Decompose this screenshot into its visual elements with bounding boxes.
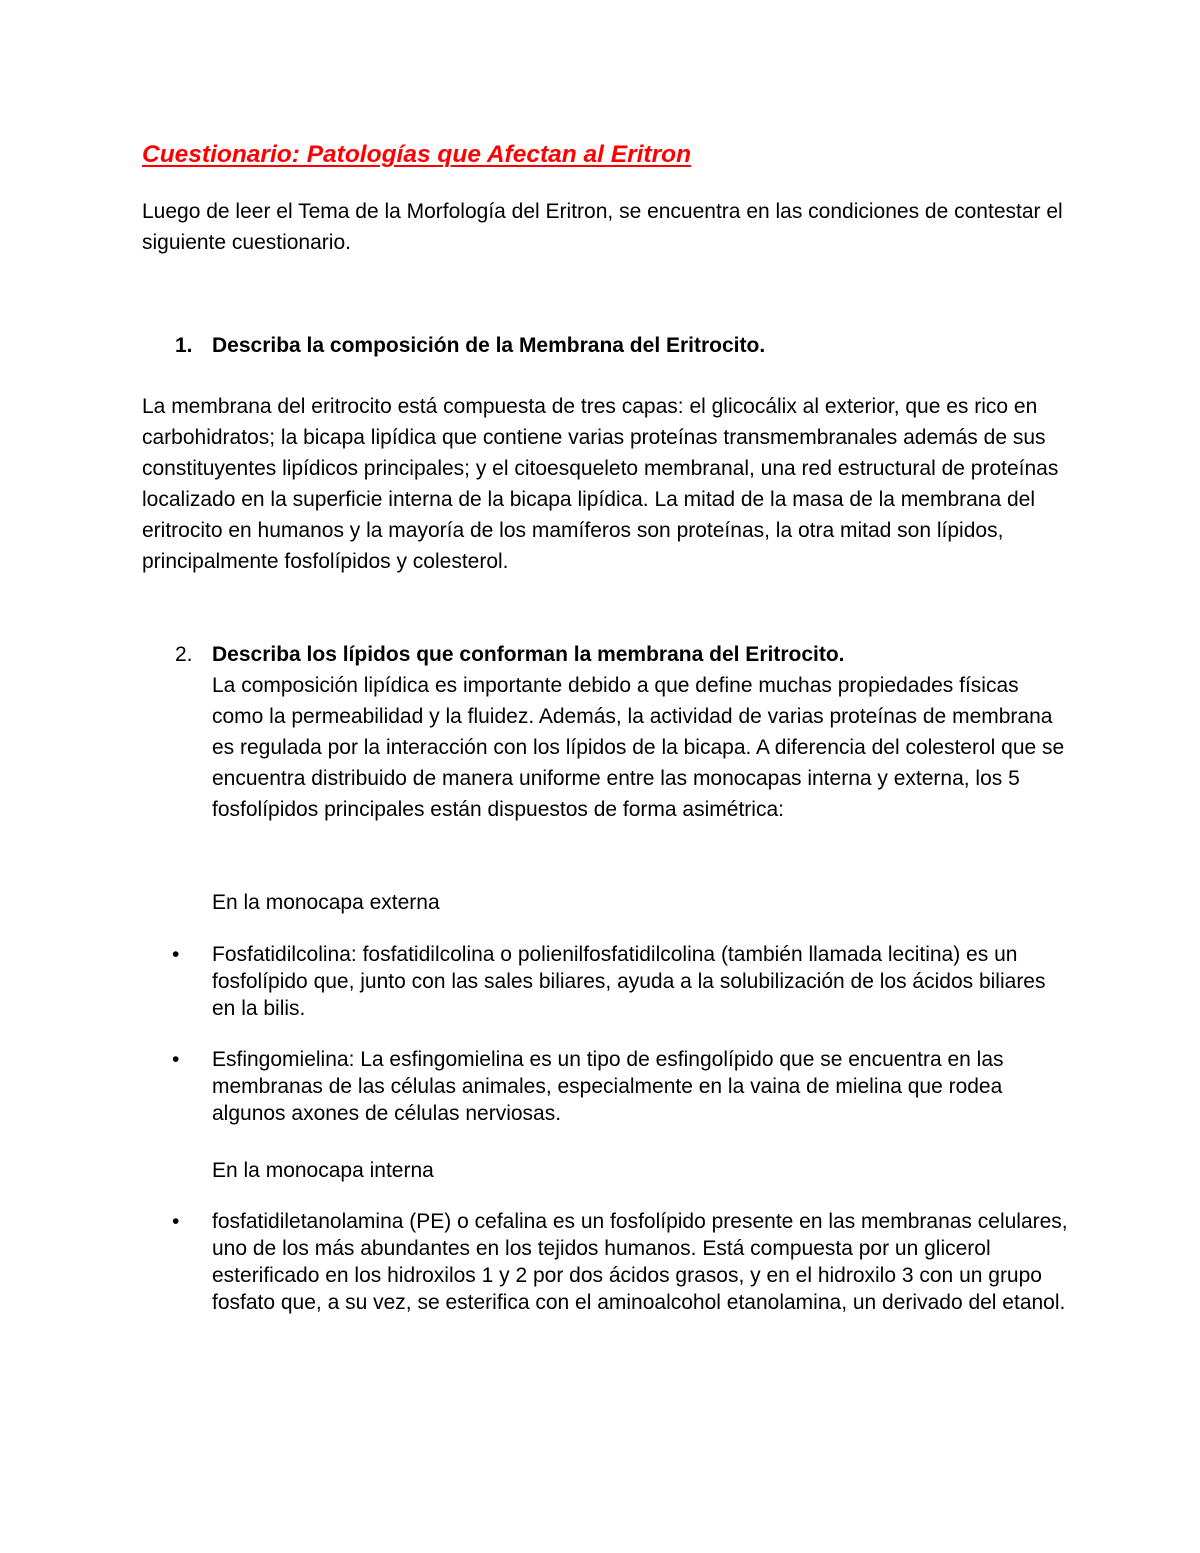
inner-monolayer-heading: En la monocapa interna: [212, 1159, 434, 1182]
question-1-number: 1.: [175, 334, 193, 357]
question-1-text: Describa la composición de la Membrana del Eritrocito.: [212, 334, 766, 357]
inner-item-phosphatidylethanolamine: fosfatidiletanolamina (PE) o cefalina es un fosfolípido presente en las membranas celulares, uno de los más abundantes en los tejidos humanos. Está compuesta por un glicerol esterificado en los hidroxilos 1 y 2 por dos ácidos grasos, y en el hidroxilo 3 con un grupo fosfato que, a su vez, se esterifica con el aminoalcohol etanolamina, un derivado del etanol.: [212, 1210, 1068, 1314]
question-2-text: Describa los lípidos que conforman la membrana del Eritrocito.: [212, 643, 845, 666]
question-2-answer: La composición lipídica es importante debido a que define muchas propiedades físicas como la permeabilidad y la fluidez. Además, la actividad de varias proteínas de membrana es regulada por la interacción con los lípidos de la bicapa. A diferencia del colesterol que se encuentra distribuido de manera uniforme entre las monocapas interna y externa, los 5 fosfolípidos principales están dispuestos de forma asimétrica:: [212, 674, 1065, 821]
outer-item-phosphatidylcholine: Fosfatidilcolina: fosfatidilcolina o polienilfosfatidilcolina (también llamada lecitina) es un fosfolípido que, junto con las sales biliares, ayuda a la solubilización de los ácidos biliares en la bilis.: [212, 943, 1046, 1020]
outer-item-sphingomyelin: Esfingomielina: La esfingomielina es un tipo de esfingolípido que se encuentra en las membranas de las células animales, especialmente en la vaina de mielina que rodea algunos axones de células nerviosas.: [212, 1048, 1004, 1125]
outer-monolayer-heading: En la monocapa externa: [212, 891, 440, 914]
bullet-icon: •: [172, 1048, 180, 1071]
intro-paragraph: Luego de leer el Tema de la Morfología del Eritron, se encuentra en las condiciones de contestar el siguiente cuestionario.: [142, 200, 1063, 254]
bullet-icon: •: [172, 1210, 180, 1233]
bullet-icon: •: [172, 943, 180, 966]
question-2-number: 2.: [175, 643, 193, 666]
question-1-answer: La membrana del eritrocito está compuesta de tres capas: el glicocálix al exterior, que es rico en carbohidratos; la bicapa lipídica que contiene varias proteínas transmembranales además de sus constituyentes lipídicos principales; y el citoesqueleto membranal, una red estructural de proteínas localizado en la superficie interna de la bicapa lipídica. La mitad de la masa de la membrana del eritrocito en humanos y la mayoría de los mamíferos son proteínas, la otra mitad son lípidos, principalmente fosfolípidos y colesterol.: [142, 395, 1059, 573]
document-title: Cuestionario: Patologías que Afectan al Eritron: [142, 141, 692, 168]
